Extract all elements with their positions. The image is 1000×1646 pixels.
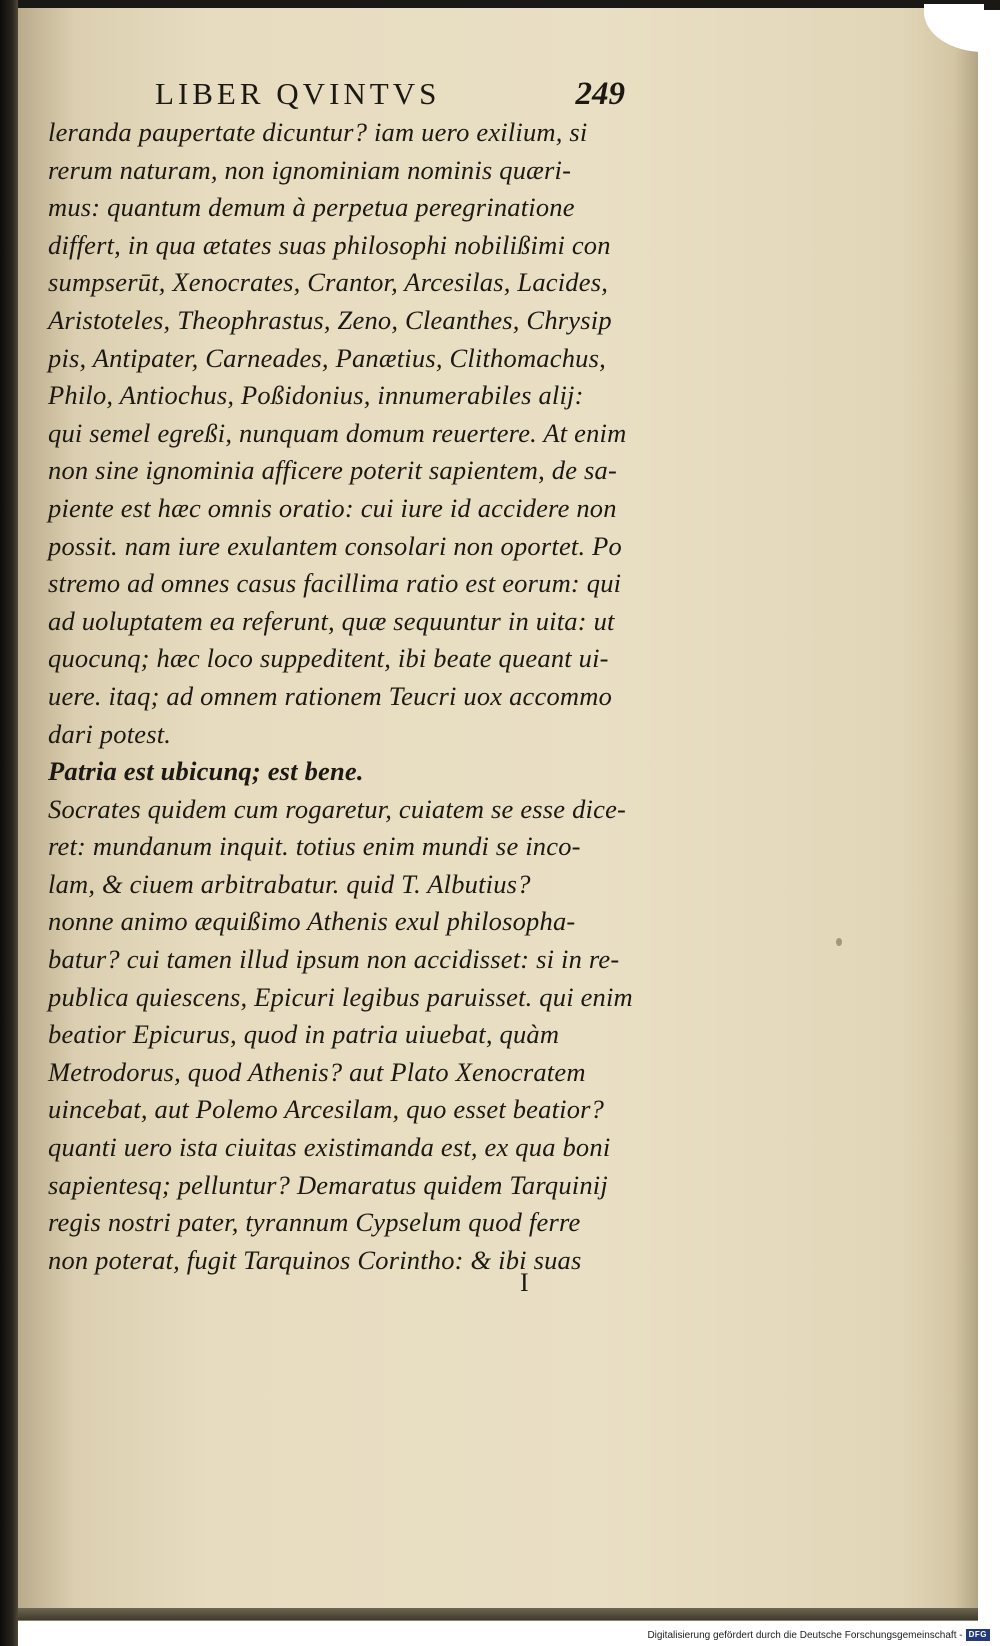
text-line: piente est hæc omnis oratio: cui iure id accidere non bbox=[48, 492, 617, 523]
text-line: Aristoteles, Theophrastus, Zeno, Cleanthes, Chrysip bbox=[48, 304, 612, 335]
text-line: non poterat, fugit Tarquinos Corintho: & ibi suas bbox=[48, 1244, 582, 1275]
ink-spot bbox=[836, 938, 842, 946]
text-line: batur? cui tamen illud ipsum non accidisset: si in re- bbox=[48, 944, 620, 975]
dfg-logo-icon: DFG bbox=[966, 1629, 990, 1641]
text-line: qui semel egreßi, nunquam domum reuertere. At enim bbox=[48, 417, 627, 448]
text-line: quanti uero ista ciuitas existimanda est, ex qua boni bbox=[48, 1132, 611, 1163]
text-line: publica quiescens, Epicuri legibus paruisset. qui enim bbox=[48, 981, 633, 1012]
text-line: nonne animo æquißimo Athenis exul philosopha- bbox=[48, 906, 576, 937]
text-line: possit. nam iure exulantem consolari non oportet. Po bbox=[48, 530, 622, 561]
text-line: differt, in qua ætates suas philosophi nobilißimi con bbox=[48, 229, 611, 260]
text-line: Socrates quidem cum rogaretur, cuiatem se esse dice- bbox=[48, 793, 627, 824]
page-number: 249 bbox=[575, 76, 625, 112]
text-line: ret: mundanum inquit. totius enim mundi se inco- bbox=[48, 831, 581, 862]
running-head: LIBER QVINTVS bbox=[155, 76, 441, 111]
section-heading: Patria est ubicunq; est bene. bbox=[48, 756, 364, 787]
page-corner-curl bbox=[924, 4, 984, 52]
text-line: sumpserūt, Xenocrates, Crantor, Arcesilas, Lacides, bbox=[48, 267, 609, 298]
text-line: uere. itaq; ad omnem rationem Teucri uox accommo bbox=[48, 680, 613, 711]
text-line: lam, & ciuem arbitrabatur. quid T. Albutius? bbox=[48, 868, 531, 899]
signature-mark: I bbox=[520, 1268, 529, 1297]
text-line: quocunq; hæc loco suppeditent, ibi beate queant ui- bbox=[48, 643, 609, 674]
body-text bbox=[48, 114, 688, 1279]
text-line: mus: quantum demum à perpetua peregrinatione bbox=[48, 192, 575, 223]
text-line: regis nostri pater, tyrannum Cypselum quod ferre bbox=[48, 1207, 581, 1238]
text-line: dari potest. bbox=[48, 718, 172, 749]
digitization-footer bbox=[647, 1628, 990, 1642]
text-line: rerum naturam, non ignominiam nominis quæri- bbox=[48, 154, 572, 185]
text-line: pis, Antipater, Carneades, Panætius, Clithomachus, bbox=[48, 342, 606, 373]
text-line: Philo, Antiochus, Poßidonius, innumerabiles alij: bbox=[48, 380, 584, 411]
text-line: non sine ignominia afficere poterit sapientem, de sa- bbox=[48, 455, 617, 486]
page-shadow bbox=[954, 8, 978, 1618]
text-line: leranda paupertate dicuntur? iam uero exilium, si bbox=[48, 117, 588, 147]
text-line: uincebat, aut Polemo Arcesilam, quo esset beatior? bbox=[48, 1094, 605, 1125]
text-line: ad uoluptatem ea referunt, quæ sequuntur in uita: ut bbox=[48, 605, 615, 636]
text-line: stremo ad omnes casus facillima ratio est eorum: qui bbox=[48, 568, 622, 599]
book-spine-edge bbox=[0, 0, 18, 1646]
text-line: beatior Epicurus, quod in patria uiuebat, quàm bbox=[48, 1019, 560, 1050]
page-bottom-edge bbox=[18, 1608, 978, 1620]
text-line: Metrodorus, quod Athenis? aut Plato Xenocratem bbox=[48, 1056, 586, 1087]
footer-credit: Digitalisierung gefördert durch die Deutsche Forschungsgemeinschaft - bbox=[647, 1629, 963, 1641]
text-line: sapientesq; pelluntur? Demaratus quidem Tarquinij bbox=[48, 1169, 608, 1200]
